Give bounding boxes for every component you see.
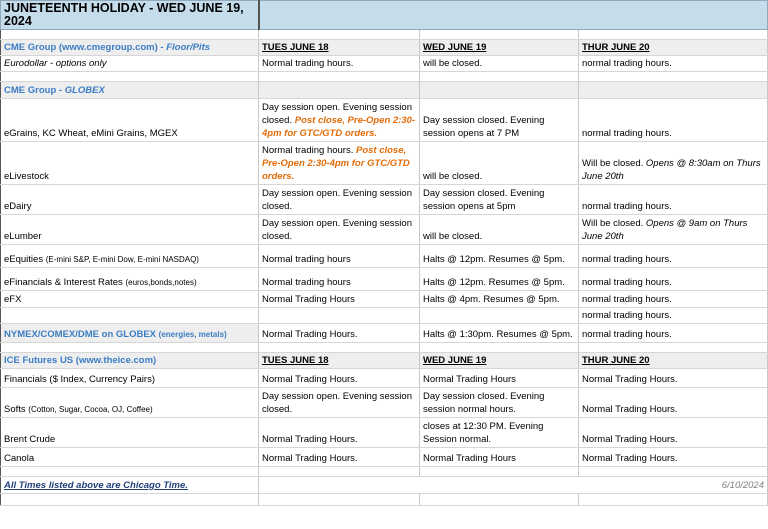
table-row [1,56,768,72]
tue-cell: Normal trading hours [259,268,420,291]
footer-date: 6/10/2024 [259,477,768,494]
thu-cell: normal trading hours. [579,291,768,308]
product-name: Brent Crude [1,418,259,448]
thu-cell: normal trading hours. [579,185,768,215]
thu-cell: normal trading hours. [579,268,768,291]
tue-cell: Day session open. Evening session closed. [259,185,420,215]
table-row [1,99,768,142]
tue-cell: Day session open. Evening session closed. [259,388,420,418]
product-name: eFX [1,291,259,308]
section-nymex [1,324,768,343]
spacer-row [1,467,768,477]
col-header-wed: WED JUNE 19 [420,353,579,369]
product-name: eLumber [1,215,259,245]
wed-cell: Halts @ 12pm. Resumes @ 5pm. [420,245,579,268]
thu-cell: Normal Trading Hours. [579,388,768,418]
tue-cell: Normal Trading Hours. [259,448,420,467]
wed-cell: will be closed. [420,56,579,72]
section-cme-floor [1,40,768,56]
table-row [1,418,768,448]
thu-cell: normal trading hours. [579,99,768,142]
product-name: eFinancials & Interest Rates (euros,bonds,notes) [1,268,259,291]
product-name: eEquities (E-mini S&P, E-mini Dow, E-mini NASDAQ) [1,245,259,268]
tue-cell: Normal trading hours. [259,56,420,72]
thu-cell: Will be closed. Opens @ 8:30am on Thurs June 20th [579,142,768,185]
spacer-row [1,343,768,353]
wed-cell: Halts @ 4pm. Resumes @ 5pm. [420,291,579,308]
section-label-cme-floor: CME Group (www.cmegroup.com) - Floor/Pits [1,40,259,56]
wed-cell: Day session closed. Evening session opens at 5pm [420,185,579,215]
wed-cell: Halts @ 12pm. Resumes @ 5pm. [420,268,579,291]
spacer-row [1,494,768,506]
thu-cell: normal trading hours. [579,308,768,324]
table-row [1,308,768,324]
tue-cell: Normal Trading Hours. [259,324,420,343]
table-row [1,142,768,185]
footer-note: All Times listed above are Chicago Time. [1,477,259,494]
section-label-cme-globex: CME Group - GLOBEX [1,82,259,99]
spacer-row [1,72,768,82]
table-row [1,388,768,418]
col-header-thu: THUR JUNE 20 [579,40,768,56]
product-name: Softs (Cotton, Sugar, Cocoa, OJ, Coffee) [1,388,259,418]
wed-cell: closes at 12:30 PM. Evening Session normal. [420,418,579,448]
thu-cell: normal trading hours. [579,324,768,343]
section-cme-globex [1,82,768,99]
col-header-tue: TUES JUNE 18 [259,353,420,369]
tue-cell: Normal Trading Hours. [259,369,420,388]
thu-cell: Normal Trading Hours. [579,448,768,467]
table-row [1,245,768,268]
product-name: eGrains, KC Wheat, eMini Grains, MGEX [1,99,259,142]
tue-cell: Day session open. Evening session closed. Post close, Pre-Open 2:30-4pm for GTC/GTD orders. [259,99,420,142]
col-header-wed: WED JUNE 19 [420,40,579,56]
page-title: JUNETEENTH HOLIDAY - WED JUNE 19, 2024 [1,1,259,30]
product-name: Canola [1,448,259,467]
product-name: eDairy [1,185,259,215]
wed-cell: Halts @ 1:30pm. Resumes @ 5pm. [420,324,579,343]
table-row [1,268,768,291]
col-header-tue: TUES JUNE 18 [259,40,420,56]
wed-cell: will be closed. [420,142,579,185]
table-row [1,369,768,388]
tue-cell: Normal trading hours [259,245,420,268]
section-label-ice: ICE Futures US (www.theice.com) [1,353,259,369]
product-name: Eurodollar - options only [1,56,259,72]
wed-cell: will be closed. [420,215,579,245]
col-header-thu: THUR JUNE 20 [579,353,768,369]
table-row [1,185,768,215]
thu-cell: Normal Trading Hours. [579,418,768,448]
title-row [1,1,768,30]
wed-cell: Normal Trading Hours [420,369,579,388]
thu-cell: Normal Trading Hours. [579,369,768,388]
tue-cell: Day session open. Evening session closed. [259,215,420,245]
footer-row [1,477,768,494]
tue-cell: Normal Trading Hours. [259,418,420,448]
product-name: eLivestock [1,142,259,185]
spacer-row [1,30,768,40]
table-row [1,291,768,308]
product-name: Financials ($ Index, Currency Pairs) [1,369,259,388]
wed-cell: Day session closed. Evening session normal hours. [420,388,579,418]
thu-cell: normal trading hours. [579,56,768,72]
thu-cell: Will be closed. Opens @ 9am on Thurs June 20th [579,215,768,245]
section-ice [1,353,768,369]
title-fill [259,1,768,30]
wed-cell: Day session closed. Evening session opens at 7 PM [420,99,579,142]
tue-cell: Normal Trading Hours [259,291,420,308]
section-label-nymex: NYMEX/COMEX/DME on GLOBEX (energies, metals) [1,324,259,343]
table-row [1,448,768,467]
thu-cell: normal trading hours. [579,245,768,268]
table-row [1,215,768,245]
tue-cell: Normal trading hours. Post close, Pre-Open 2:30-4pm for GTC/GTD orders. [259,142,420,185]
wed-cell: Normal Trading Hours [420,448,579,467]
